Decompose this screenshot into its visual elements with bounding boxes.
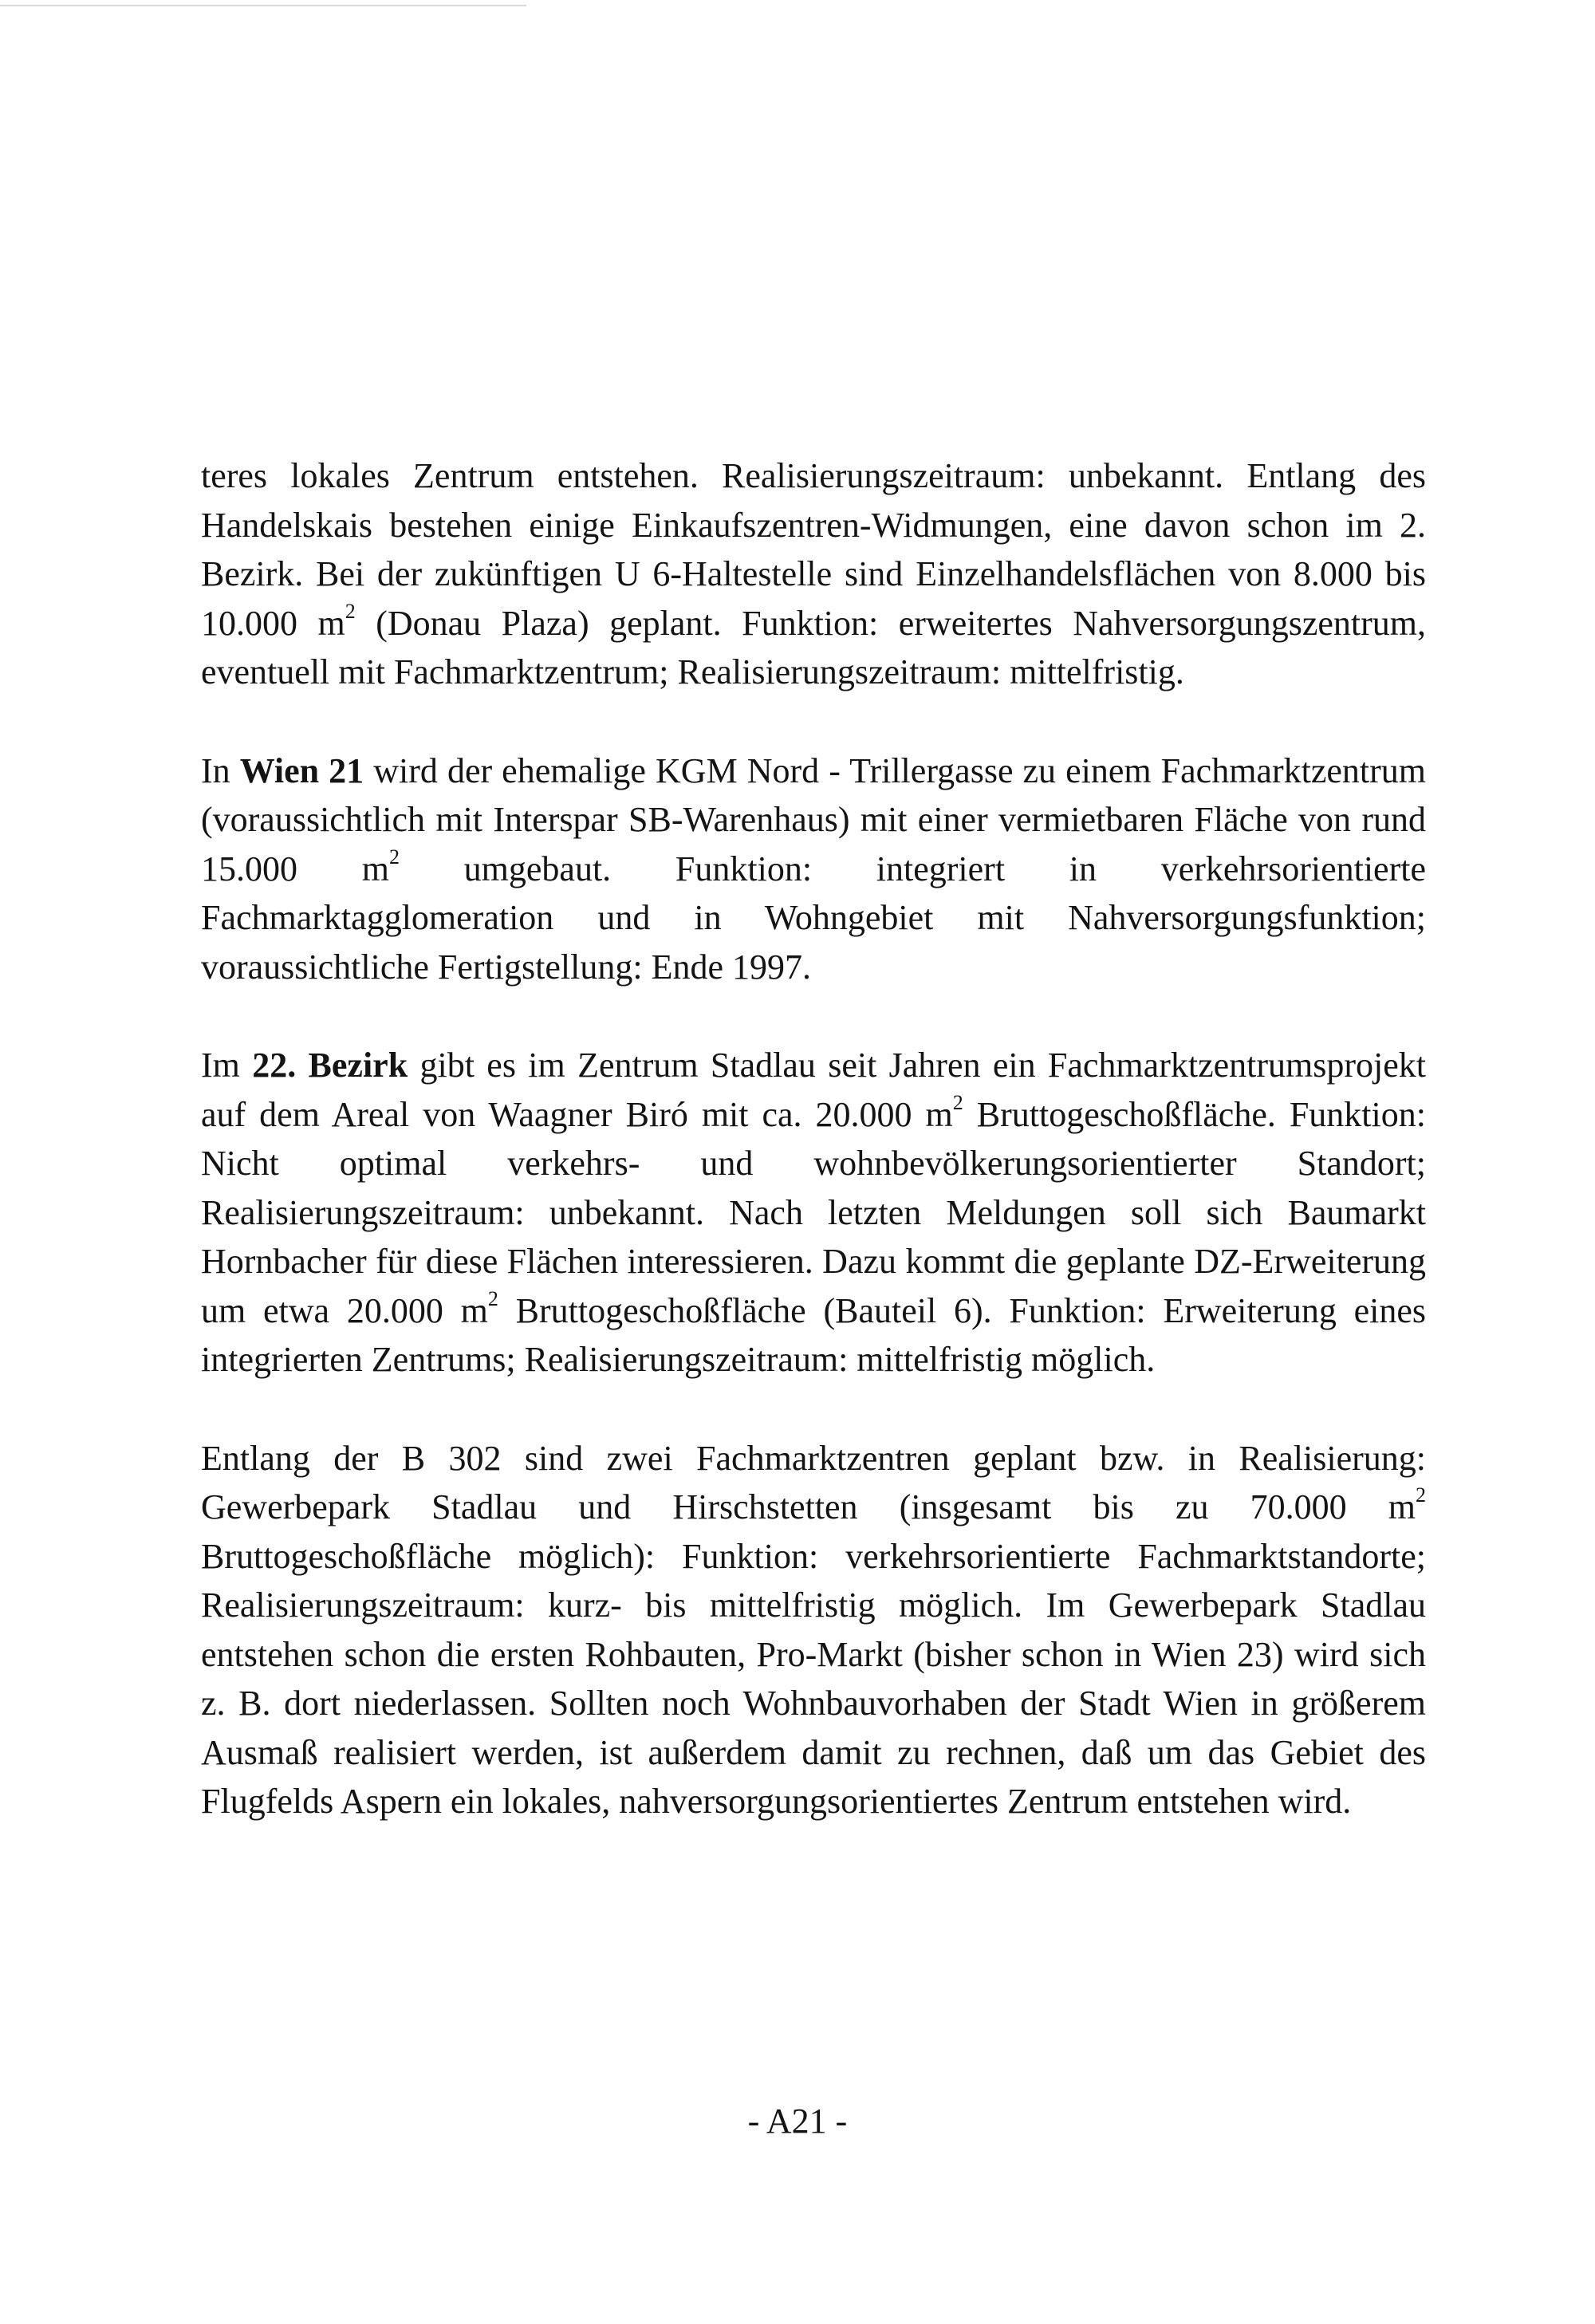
paragraph-text: (Donau Plaza) geplant. Funktion: erweitertes Nahversorgungszentrum, eventuell mit Fachmarktzentrum; Realisierungszeitraum: mittelfristig. (201, 603, 1426, 691)
paragraph-text: wird der ehemalige KGM Nord - Trillergasse zu einem Fachmarktzentrum (voraussichtlich mit Interspar SB-Warenhaus) mit einer vermietbaren Fläche von rund 15.000 m (201, 750, 1426, 888)
page-number: - A21 - (747, 2101, 848, 2141)
paragraph-text: umgebaut. Funktion: integriert in verkehrsorientierte Fachmarktagglomeration und in Wohngebiet mit Nahversorgungsfunktion; voraussichtliche Fertigstellung: Ende 1997. (201, 849, 1426, 987)
bold-district-label: 22. Bezirk (252, 1046, 408, 1085)
paragraph-text: In (201, 750, 240, 790)
paragraph-b-302 (201, 1434, 1426, 1826)
paragraph-22-bezirk (201, 1041, 1426, 1385)
paragraph-text: Im (201, 1046, 253, 1085)
scan-edge-line (0, 5, 526, 6)
paragraph-text: gibt es im Zentrum Stadlau seit Jahren ein Fachmarktzentrumsprojekt auf dem Areal von Waagner Biró mit ca. 20.000 m (201, 1046, 1426, 1134)
superscript-2: 2 (388, 845, 400, 869)
paragraph-text: teres lokales Zentrum entstehen. Realisierungszeitraum: unbekannt. Entlang des Handelskais bestehen einige Einkaufszentren-Widmungen, eine davon schon im 2. Bezirk. Bei der zukünftigen U 6-Haltestelle sind Einzelhandelsflächen von 8.000 bis 10.000 m (201, 456, 1426, 643)
superscript-2: 2 (345, 599, 356, 623)
paragraph-wien-21 (201, 746, 1426, 992)
bold-district-label: Wien 21 (239, 750, 364, 790)
paragraph-zentrum-handelskai (201, 451, 1426, 697)
superscript-2: 2 (487, 1286, 498, 1310)
superscript-2: 2 (1416, 1483, 1426, 1507)
paragraph-text: Bruttogeschoßfläche. Funktion: Nicht optimal verkehrs- und wohnbevölkerungsorientierter Standort; Realisierungszeitraum: unbekannt. Nach letzten Meldungen soll sich Baumarkt Hornbacher für diese Flächen interessieren. Dazu kommt die geplante DZ-Erweiterung um etwa 20.000 m (201, 1094, 1426, 1330)
paragraph-text: Entlang der B 302 sind zwei Fachmarktzentren geplant bzw. in Realisierung: Gewerbepark Stadlau und Hirschstetten (insgesamt bis zu 70.000 m (201, 1438, 1426, 1526)
superscript-2: 2 (952, 1090, 963, 1114)
body-text (201, 451, 1426, 1826)
paragraph-text: Bruttogeschoßfläche möglich): Funktion: verkehrsorientierte Fachmarktstandorte; Realisierungszeitraum: kurz- bis mittelfristig möglich. Im Gewerbepark Stadlau entstehen schon die ersten Rohbauten, Pro-Markt (bisher schon in Wien 23) wird sich z. B. dort niederlassen. Sollten noch Wohnbauvorhaben der Stadt Wien in größerem Ausmaß realisiert werden, ist außerdem damit zu rechnen, daß um das Gebiet des Flugfelds Aspern ein lokales, nahversorgungsorientiertes Zentrum entstehen wird. (201, 1536, 1426, 1821)
paragraph-text: Bruttogeschoßfläche (Bauteil 6). Funktion: Erweiterung eines integrierten Zentrums; Realisierungszeitraum: mittelfristig möglich. (201, 1290, 1426, 1379)
